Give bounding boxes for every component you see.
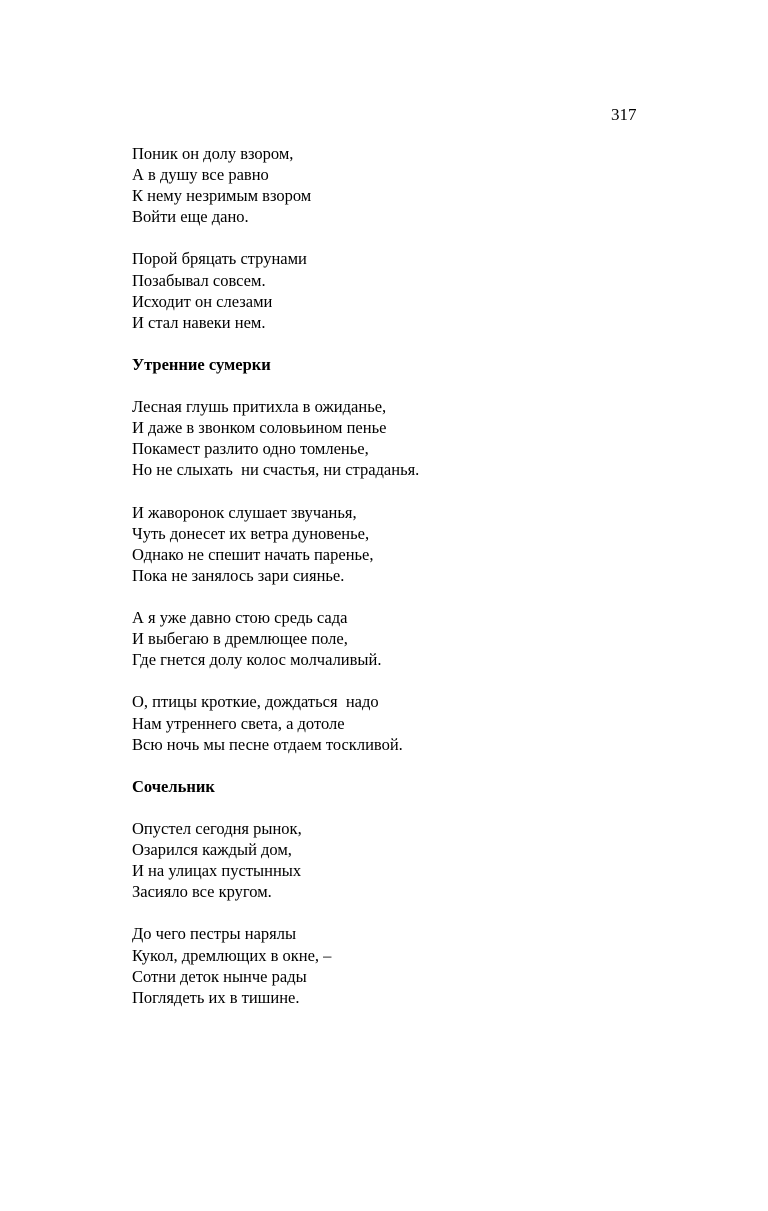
verse-line: Лесная глушь притихла в ожиданье, [132,397,387,417]
stanza-break [132,375,692,396]
verse-line: Поглядеть их в тишине. [132,987,300,1007]
stanza [132,248,692,332]
verse-line: А я уже давно стою средь сада [132,608,348,628]
verse-line: Озарился каждый дом, [132,840,292,860]
verse-line: Пока не занялось зари сиянье. [132,565,345,585]
stanza-break [132,755,692,776]
verse-line: И стал навеки нем. [132,312,266,332]
stanza-break [132,902,692,923]
stanza-break [132,670,692,691]
verse-line: И жаворонок слушает звучанья, [132,502,357,522]
stanza [132,396,692,480]
poem-title: Утренние сумерки [132,354,271,374]
verse-line: Нам утреннего света, а дотоле [132,713,345,733]
verse-line: Но не слыхать ни счастья, ни страданья. [132,460,420,480]
verse-line: И на улицах пустынных [132,861,302,881]
verse-line: До чего пестры нарялы [132,924,297,944]
verse-line: О, птицы кроткие, дождаться надо [132,692,379,712]
stanza-break [132,797,692,818]
verse-line: И выбегаю в дремлющее поле, [132,629,348,649]
verse-line: Чуть донесет их ветра дуновенье, [132,523,370,543]
stanza-break [132,333,692,354]
stanza [132,923,692,1007]
verse-line: Засияло все кругом. [132,882,272,902]
verse-line: И даже в звонком соловьином пенье [132,418,387,438]
stanza-break [132,586,692,607]
verse-line: Однако не спешит начать паренье, [132,544,374,564]
stanza [132,143,692,227]
verse-line: Опустел сегодня рынок, [132,819,302,838]
stanza [132,691,692,754]
stanza-break [132,481,692,502]
verse-line: Войти еще дано. [132,207,249,227]
verse-line: Позабывал совсем. [132,270,266,290]
verse-line: А в душу все равно [132,165,269,185]
stanza [132,818,692,902]
verse-line: Порой бряцать струнами [132,249,307,269]
page-number: 317 [611,105,637,124]
stanza-break [132,227,692,248]
verse-line: Исходит он слезами [132,291,273,311]
verse-line: Сотни деток нынче рады [132,966,307,986]
verse-line: Где гнется долу колос молчаливый. [132,650,382,670]
verse-line: Поник он долу взором, [132,144,294,163]
poem-title: Сочельник [132,776,215,796]
verse-line: К нему незримым взором [132,186,312,206]
verse-line: Кукол, дремлющих в окне, – [132,945,332,965]
text-body [132,143,692,1008]
stanza [132,502,692,586]
verse-line: Всю ночь мы песне отдаем тоскливой. [132,734,403,754]
verse-line: Покамест разлито одно томленье, [132,439,369,459]
stanza [132,607,692,670]
